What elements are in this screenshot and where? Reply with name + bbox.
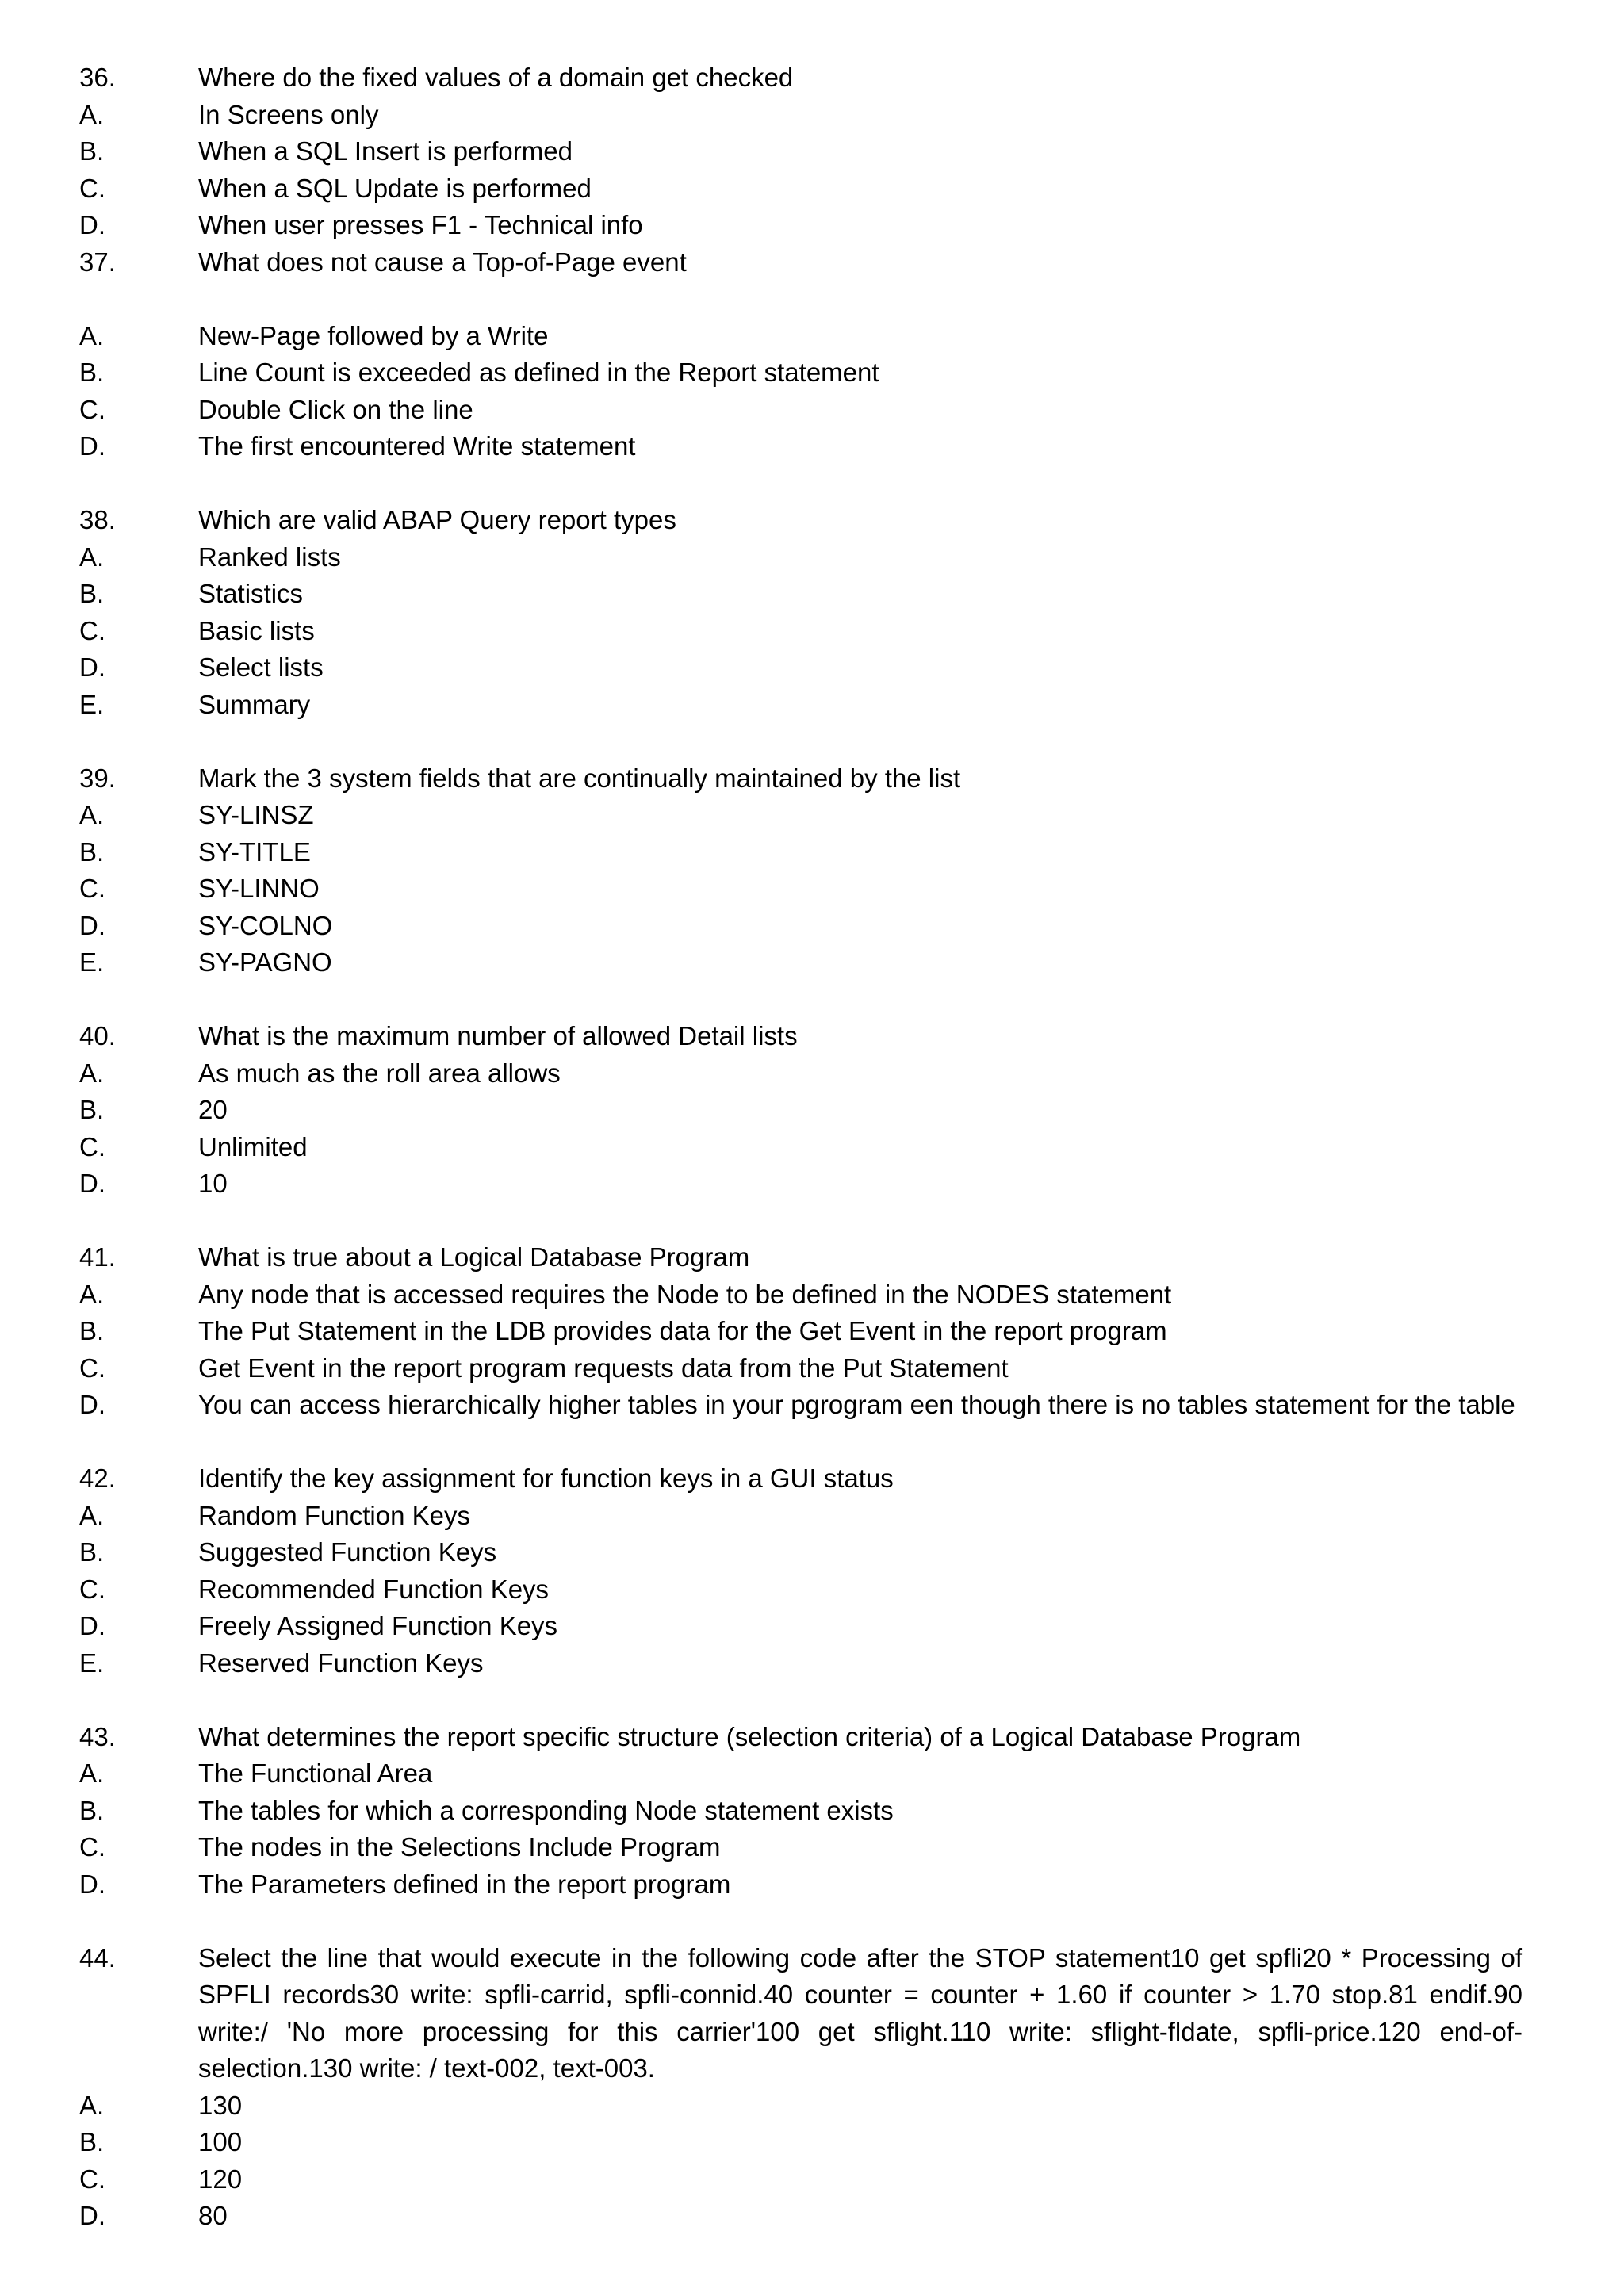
question-row (79, 1460, 1522, 1498)
option-letter: C. (79, 1832, 105, 1862)
question-number: 42. (79, 1464, 116, 1493)
option-row (79, 1165, 1522, 1203)
question-text: Identify the key assignment for function keys in a GUI status (198, 1464, 894, 1493)
option-text: Ranked lists (198, 541, 341, 572)
option-row (79, 1313, 1522, 1350)
option-row (79, 2198, 1522, 2235)
question-36 (79, 59, 1522, 244)
option-text: Basic lists (198, 615, 315, 645)
option-row (79, 1645, 1522, 1682)
question-text: Which are valid ABAP Query report types (198, 505, 676, 534)
option-text: Statistics (198, 579, 304, 608)
option-text: The Functional Area (198, 1758, 433, 1788)
question-text: What determines the report specific structure (selection criteria) of a Logical Database Program (198, 1721, 1301, 1751)
option-row (79, 613, 1522, 650)
question-number: 38. (79, 505, 116, 534)
question-row (79, 760, 1522, 798)
option-letter: C. (79, 394, 105, 424)
question-row (79, 502, 1522, 539)
option-row (79, 834, 1522, 871)
question-text: What does not cause a Top-of-Page event (198, 247, 687, 277)
option-row (79, 1350, 1522, 1387)
option-text: The nodes in the Selections Include Program (198, 1832, 721, 1862)
option-letter: E. (79, 689, 105, 719)
option-row (79, 133, 1522, 170)
option-letter: A. (79, 2090, 105, 2120)
question-number: 37. (79, 247, 116, 277)
option-letter: C. (79, 2164, 105, 2194)
option-row (79, 944, 1522, 982)
option-text: 20 (198, 1095, 228, 1124)
option-text: 10 (198, 1169, 228, 1198)
option-letter: B. (79, 1795, 105, 1825)
question-37 (79, 244, 1522, 465)
option-letter: C. (79, 874, 105, 903)
question-number: 44. (79, 1942, 116, 1973)
option-text: The Put Statement in the LDB provides data for the Get Event in the report program (198, 1316, 1167, 1345)
question-41 (79, 1239, 1522, 1424)
option-text: Recommended Function Keys (198, 1574, 550, 1604)
question-row (79, 59, 1522, 97)
option-text: When a SQL Insert is performed (198, 136, 573, 166)
option-text: You can access hierarchically higher tables in your pgrogram een though there is no tables statement for the table (198, 1390, 1515, 1419)
option-letter: B. (79, 836, 105, 867)
option-text: Any node that is accessed requires the Node to be defined in the NODES statement (198, 1279, 1172, 1309)
option-letter: B. (79, 1095, 105, 1124)
option-row (79, 1498, 1522, 1535)
option-text: Summary (198, 689, 311, 719)
option-row (79, 1866, 1522, 1904)
option-row (79, 871, 1522, 908)
option-row (79, 687, 1522, 724)
option-row (79, 318, 1522, 355)
option-row (79, 354, 1522, 392)
option-text: 80 (198, 2201, 228, 2230)
option-row (79, 576, 1522, 613)
option-row (79, 1055, 1522, 1093)
option-text: As much as the roll area allows (198, 1058, 561, 1088)
option-row (79, 2087, 1522, 2125)
option-row (79, 539, 1522, 576)
question-row (79, 1018, 1522, 1055)
option-text: Suggested Function Keys (198, 1537, 497, 1567)
option-letter: A. (79, 1500, 105, 1530)
question-text: What is the maximum number of allowed Detail lists (198, 1021, 798, 1050)
question-text: What is true about a Logical Database Program (198, 1242, 750, 1272)
option-row (79, 1608, 1522, 1645)
question-row (79, 1239, 1522, 1276)
question-number: 40. (79, 1021, 116, 1050)
question-44 (79, 1940, 1522, 2235)
option-text: New-Page followed by a Write (198, 320, 549, 350)
option-letter: D. (79, 1611, 105, 1640)
option-row (79, 2124, 1522, 2161)
option-letter: D. (79, 652, 105, 682)
question-38 (79, 502, 1522, 723)
option-letter: E. (79, 1647, 105, 1678)
option-letter: D. (79, 210, 105, 239)
option-letter: C. (79, 173, 105, 203)
option-text: SY-TITLE (198, 836, 311, 867)
option-letter: D. (79, 1390, 105, 1419)
option-text: SY-LINSZ (198, 800, 314, 829)
option-row (79, 1755, 1522, 1793)
option-text: When user presses F1 - Technical info (198, 210, 643, 239)
option-letter: B. (79, 358, 105, 387)
question-text: Where do the fixed values of a domain get checked (198, 63, 794, 92)
option-letter: D. (79, 1869, 105, 1899)
option-letter: B. (79, 1316, 105, 1345)
option-row (79, 797, 1522, 834)
question-text: Mark the 3 system fields that are continually maintained by the list (198, 763, 961, 793)
option-text: The first encountered Write statement (198, 431, 636, 461)
option-text: Double Click on the line (198, 394, 473, 424)
option-row (79, 1571, 1522, 1609)
option-letter: B. (79, 1537, 105, 1567)
option-row (79, 1092, 1522, 1129)
option-row (79, 1534, 1522, 1571)
option-row (79, 97, 1522, 134)
option-row (79, 649, 1522, 687)
option-text: Select lists (198, 652, 324, 682)
question-40 (79, 1018, 1522, 1203)
option-letter: A. (79, 1758, 105, 1788)
option-row (79, 1829, 1522, 1866)
option-row (79, 1276, 1522, 1314)
option-letter: D. (79, 431, 105, 461)
option-row (79, 908, 1522, 945)
option-text: Unlimited (198, 1131, 308, 1161)
option-letter: D. (79, 1169, 105, 1198)
option-letter: D. (79, 2201, 105, 2230)
option-row (79, 428, 1522, 465)
question-number: 36. (79, 63, 116, 92)
option-letter: A. (79, 99, 105, 129)
option-letter: A. (79, 1279, 105, 1309)
option-text: SY-LINNO (198, 874, 320, 903)
question-row (79, 1940, 1522, 2087)
question-number: 39. (79, 763, 116, 793)
question-number: 43. (79, 1721, 116, 1751)
option-row (79, 207, 1522, 244)
question-number: 41. (79, 1242, 116, 1272)
option-text: In Screens only (198, 99, 379, 129)
option-letter: A. (79, 1058, 105, 1088)
option-text: Freely Assigned Function Keys (198, 1611, 558, 1640)
question-row (79, 1719, 1522, 1756)
option-letter: A. (79, 541, 105, 572)
option-letter: C. (79, 1353, 105, 1383)
option-text: 130 (198, 2090, 243, 2120)
option-letter: E. (79, 947, 105, 977)
option-text: The Parameters defined in the report program (198, 1869, 731, 1899)
option-letter: B. (79, 2127, 105, 2156)
question-row (79, 244, 1522, 281)
question-42 (79, 1460, 1522, 1682)
option-text: Get Event in the report program requests data from the Put Statement (198, 1353, 1009, 1383)
option-text: SY-PAGNO (198, 947, 332, 977)
option-letter: C. (79, 1574, 105, 1604)
option-letter: D. (79, 910, 105, 940)
option-row (79, 1387, 1522, 1424)
option-letter: A. (79, 800, 105, 829)
question-43 (79, 1719, 1522, 1904)
question-39 (79, 760, 1522, 982)
option-letter: C. (79, 1131, 105, 1161)
option-text: Line Count is exceeded as defined in the Report statement (198, 358, 879, 387)
option-row (79, 1129, 1522, 1166)
option-text: 100 (198, 2127, 243, 2156)
option-text: The tables for which a corresponding Node statement exists (198, 1795, 894, 1825)
option-text: When a SQL Update is performed (198, 173, 592, 203)
option-row (79, 1793, 1522, 1830)
option-text: Random Function Keys (198, 1500, 471, 1530)
option-text: Reserved Function Keys (198, 1647, 484, 1678)
option-letter: A. (79, 320, 105, 350)
option-letter: B. (79, 579, 105, 608)
option-row (79, 392, 1522, 429)
option-letter: B. (79, 136, 105, 166)
option-text: 120 (198, 2164, 243, 2194)
option-letter: C. (79, 615, 105, 645)
question-text: Select the line that would execute in the following code after the STOP statement10 get spfli20 * Processing of SPFLI records30 write: spfli-carrid, spfli-connid.40 counter = counter + 1.60 if counter > 1.70 stop.81 endif.90 write:/ 'No more processing for this carrier'100 get sflight.110 write: sflight-fldate, spfli-price.120 end-of-selection.130 write: / text-002, text-003. (198, 1942, 1522, 2083)
option-text: SY-COLNO (198, 910, 333, 940)
option-row (79, 170, 1522, 208)
option-row (79, 2161, 1522, 2198)
